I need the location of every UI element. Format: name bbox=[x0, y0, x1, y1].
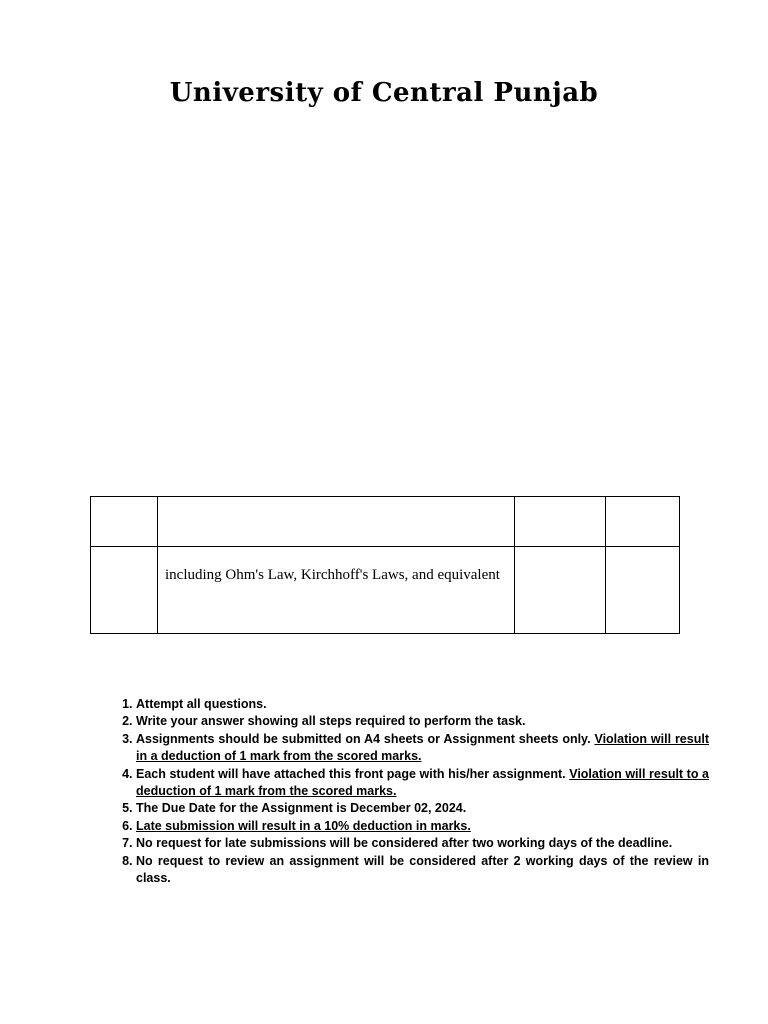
instruction-warning: Violation will result to a deduction of 1 mark from the scored marks. bbox=[136, 766, 710, 799]
table-cell bbox=[606, 547, 680, 634]
instruction-warning: Late submission will result in a 10% deduction in marks. bbox=[136, 818, 471, 833]
instruction-text: Assignments should be submitted on A4 sheets or Assignment sheets only. bbox=[136, 731, 595, 746]
clo-description: including Ohm's Law, Kirchhoff's Laws, and equivalent bbox=[165, 566, 500, 583]
instruction-text: Each student will have attached this front page with his/her assignment. bbox=[136, 766, 570, 781]
instruction-warning: Violation will result in a deduction of 1 mark from the scored marks. bbox=[136, 731, 709, 764]
list-item bbox=[136, 800, 709, 817]
instruction-text: Write your answer showing all steps required to perform the task. bbox=[136, 714, 526, 729]
table-cell bbox=[158, 497, 515, 547]
table-cell bbox=[515, 547, 606, 634]
list-item bbox=[136, 835, 709, 852]
clo-table bbox=[90, 496, 680, 634]
list-item bbox=[136, 713, 709, 730]
list-item bbox=[136, 818, 709, 835]
list-item bbox=[136, 766, 709, 801]
instruction-text: No request to review an assignment will be considered after 2 working days of the review in class. bbox=[136, 853, 709, 886]
list-item bbox=[136, 853, 709, 888]
table-cell bbox=[91, 547, 158, 634]
university-title: University of Central Punjab bbox=[169, 78, 599, 108]
table-cell bbox=[515, 497, 606, 547]
list-item bbox=[136, 696, 709, 713]
list-item bbox=[136, 731, 709, 766]
table-cell bbox=[158, 547, 515, 634]
instructions-list bbox=[105, 696, 709, 887]
instruction-text: No request for late submissions will be considered after two working days of the deadline. bbox=[136, 836, 673, 851]
instruction-text: The Due Date for the Assignment is December 02, 2024. bbox=[136, 801, 467, 816]
table-row bbox=[91, 497, 680, 547]
table-row bbox=[91, 547, 680, 634]
instruction-text: Attempt all questions. bbox=[136, 697, 267, 711]
table-cell bbox=[606, 497, 680, 547]
table-cell bbox=[91, 497, 158, 547]
